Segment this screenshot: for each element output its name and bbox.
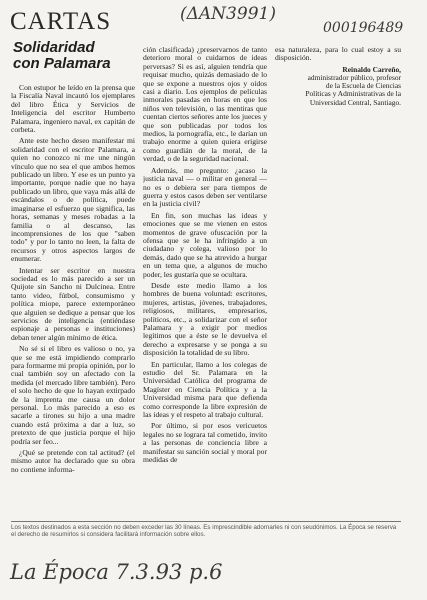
article-title [13,40,111,72]
handwritten-date: La Época 7.3.93 p.6 [10,560,223,584]
paragraph: Con estupor he leído en la prensa que la Fiscalía Naval incautó los ejemplares del libro Ética y Servicios de Inteligencia del escritor Humberto Palamara, ingeniero naval, ex capitán de corbeta. [11,84,135,135]
article-column-2 [143,46,267,518]
paragraph: esa naturaleza, para lo cual estoy a su disposición. [275,46,401,63]
author-title-line: Políticas y Administrativas de la [305,89,401,99]
handwritten-code: (ΔAN3991) [180,4,276,24]
paragraph: En fin, son muchas las ideas y emociones que se me vienen en estos momentos de grave ofuscación por la ofensa que se le ha infringido a un ciudadano y colega, valioso por lo demás, dado que se ha atrevido a hurgar en un tema que, a algunos de mucho poder, les gustaría que se ocultara. [143,210,267,279]
footer-note: Los textos destinados a esta sección no deben exceder las 30 líneas. Es imprescindible adornarles ni con seudónimos. La Época se reserva el derecho de resumirlos si considera facilitará información sobre ellos. [11,524,397,539]
paragraph: Intentar ser escritor en nuestra sociedad es lo más parecido a ser un Quijote sin Sancho ni Dulcinea. Entre tanto video, fútbol, consumismo y política miope, parece extemporáneo que alguien se dedique a pensar que los servicios de inteligencia (entiéndase espionaje a personas e instituciones) deban tener algún mínimo de ética. [11,265,135,342]
paragraph: Ante este hecho deseo manifestar mi solidaridad con el escritor Palamara, a quien no conozco ni me une ningún vínculo que no sea el que ambos hemos publicado un libro. Y ese es un punto ya importante, porque nadie que no haya publicado un libro, que vaya más allá de escándalos o de política, puede imaginarse el esfuerzo que significa, las horas, semanas y meses robadas a la familia o al descanso, las incomprensiones de los que "saben todo" y por lo tanto no leen, la falta de recursos y otros aspectos largos de enumerar. [11,136,135,264]
paragraph: Además, me pregunto: ¿acaso la justicia naval — o militar en general — no es o debiera ser para tiempos de guerra y estos casos deben ser ventilarse en la justicia civil? [143,165,267,209]
article-column-3 [275,46,401,107]
paragraph: Por último, si por esos vericuetos legales no se lograra tal cometido, invito a las personas de conciencia libre a manifestar su sanción social y moral por medidas de [143,421,267,465]
author-title-line: Universidad Central, Santiago. [309,97,401,107]
paragraph: Desde este medio llamo a los hombres de buena voluntad: escritores, mujeres, artistas, jóvenes, trabajadores, religiosos, militares, empresarios, políticos, etc., a solidarizar con el señor Palamara y a exigir por medios legítimos que a éste se le devuelva el derecho a expresarse y se ponga a su disposición la totalidad de su libro. [143,280,267,358]
paragraph: ción clasificada) ¿preservarnos de tanto deterioro moral o cuidarnos de ideas perversas? Si es así, alguien tendría que requisar mucho, quizás demasiado de lo que se expone a nuestros ojos y oídos casi a diario. Los ejemplos de películas inmorales pasadas en horas en que los niños ven televisión, o las mentiras que cuentan ciertos señores ante los jueces y que son publicadas por todos los medios, la pornografía, etc., le darían un trabajo enorme a quien quiera erigirse como guardián de la moral, de la verdad, o de la seguridad nacional. [143,46,267,164]
author-title-line: administrador público, profesor [307,73,401,83]
handwritten-archive-number: 000196489 [323,20,404,36]
signature-block [275,66,401,107]
author-name: Reinaldo Carreño, [342,64,401,74]
paragraph: En particular, llamo a los colegas de estudio del Sr. Palamara en la Universidad Católica del programa de Magíster en Ciencia Política y a la Universidad misma para que defienda como corresponde la libre expresión de las ideas y el respeto al trabajo cultural. [143,359,267,420]
footer-divider [11,521,401,522]
article-column-1 [11,84,135,518]
paragraph: ¿Qué se pretende con tal actitud? (el mismo autor ha declarado que su obra no contiene informa- [11,448,135,474]
paragraph: No sé si el libro es valioso o no, ya que se me está impidiendo comprarlo para formarme mi propia opinión, por lo cual también soy un afectado con la medida (el mercado libre también). Pero el solo hecho de que lo hayan extirpado de la imprenta me causa un dolor personal. Lo más parecido a eso es sacarle a tirones su hijo a una madre cuando está próxima a dar a luz, so pretexto de que justicia porque el hijo podría ser feo... [11,344,135,446]
section-heading: CARTAS [10,8,112,35]
title-line-1: Solidaridad [13,39,95,56]
author-title-line: de la Escuela de Ciencias [325,81,401,91]
title-line-2: con Palamara [13,55,111,72]
